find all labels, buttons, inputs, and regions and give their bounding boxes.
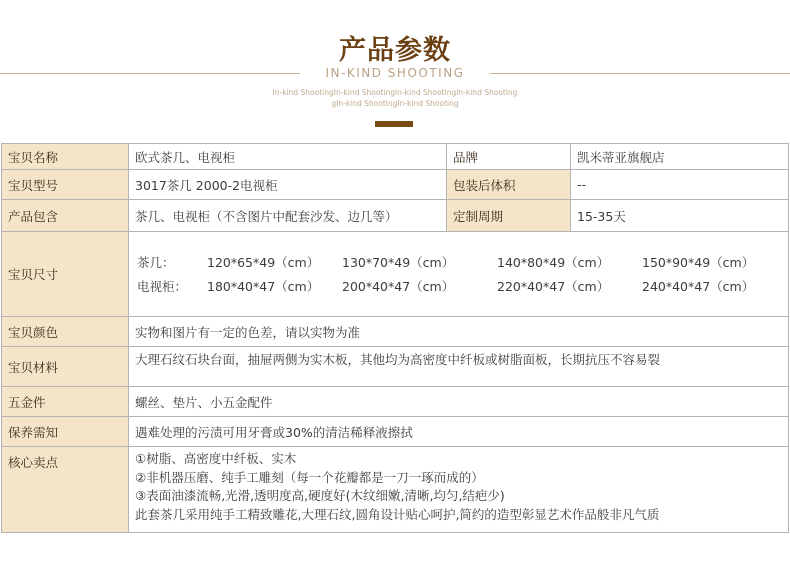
name-value: 欧式茶几、电视柜 [129, 144, 447, 170]
size-label: 宝贝尺寸 [2, 232, 129, 317]
size-tv-3: 220*40*47（cm） [497, 279, 610, 294]
contents-value: 茶几、电视柜（不含图片中配套沙发、边几等） [129, 200, 447, 232]
decorative-text-1: In-kind ShootingIn-kind ShootingIn-kind ShootingIn-kind Shooting [272, 88, 518, 97]
brand-label: 品牌 [447, 144, 571, 170]
decorative-text-2: gIn-kind ShootingIn-kind Shooting [331, 99, 459, 108]
name-label: 宝贝名称 [2, 144, 129, 170]
row-core [2, 447, 789, 533]
material-label: 宝贝材料 [2, 347, 129, 387]
title-accent-bar [375, 121, 413, 127]
volume-label: 包装后体积 [447, 170, 571, 200]
color-value: 实物和图片有一定的色差，请以实物为准 [129, 317, 789, 347]
volume-value: -- [571, 170, 789, 200]
color-label: 宝贝颜色 [2, 317, 129, 347]
size-grid [135, 253, 782, 295]
section-title: 产品参数 [339, 35, 451, 66]
care-value: 遇难处理的污渍可用牙膏或30%的清洁稀释液擦拭 [129, 417, 789, 447]
size-name-tea-table: 茶几： [137, 255, 175, 270]
spec-table [1, 143, 789, 533]
core-point-4: 此套茶几采用纯手工精致雕花,大理石纹,圆角设计贴心呵护,简约的造型彰显艺术作品般非凡气质 [135, 506, 660, 522]
material-value: 大理石纹石块台面，抽屉两侧为实木板，其他均为高密度中纤板或树脂面板，长期抗压不容易裂 [129, 347, 789, 387]
size-tv-1: 180*40*47（cm） [207, 279, 320, 294]
size-value [129, 232, 789, 317]
brand-value: 凯米蒂亚旗舰店 [571, 144, 789, 170]
core-value [129, 447, 789, 533]
hardware-label: 五金件 [2, 387, 129, 417]
hardware-value: 螺丝、垫片、小五金配件 [129, 387, 789, 417]
core-point-1: ①树脂、高密度中纤板、实木 [135, 451, 297, 466]
size-name-tv-cabinet: 电视柜： [137, 279, 188, 294]
period-value: 15-35天 [571, 200, 789, 232]
core-point-3: ③表面油漆流畅,光滑,透明度高,硬度好(木纹细嫩,清晰,均匀,结疤少) [135, 488, 505, 503]
size-tea-2: 130*70*49（cm） [342, 255, 455, 270]
row-material [2, 347, 789, 387]
row-care [2, 417, 789, 447]
model-label: 宝贝型号 [2, 170, 129, 200]
section-subtitle: IN-KIND SHOOTING [325, 66, 465, 80]
row-hardware [2, 387, 789, 417]
row-size [2, 232, 789, 317]
size-tv-4: 240*40*47（cm） [642, 279, 755, 294]
core-label: 核心卖点 [2, 447, 129, 533]
row-model-volume [2, 170, 789, 200]
row-contents-period [2, 200, 789, 232]
row-color [2, 317, 789, 347]
row-name-brand [2, 144, 789, 170]
size-tv-2: 200*40*47（cm） [342, 279, 455, 294]
model-value: 3017茶几 2000-2电视柜 [129, 170, 447, 200]
size-tea-1: 120*65*49（cm） [207, 255, 320, 270]
contents-label: 产品包含 [2, 200, 129, 232]
period-label: 定制周期 [447, 200, 571, 232]
core-point-2: ②非机器压磨、纯手工雕刻（每一个花瓣都是一刀一琢而成的） [135, 469, 484, 485]
size-tea-4: 150*90*49（cm） [642, 255, 755, 270]
care-label: 保养需知 [2, 417, 129, 447]
size-tea-3: 140*80*49（cm） [497, 255, 610, 270]
